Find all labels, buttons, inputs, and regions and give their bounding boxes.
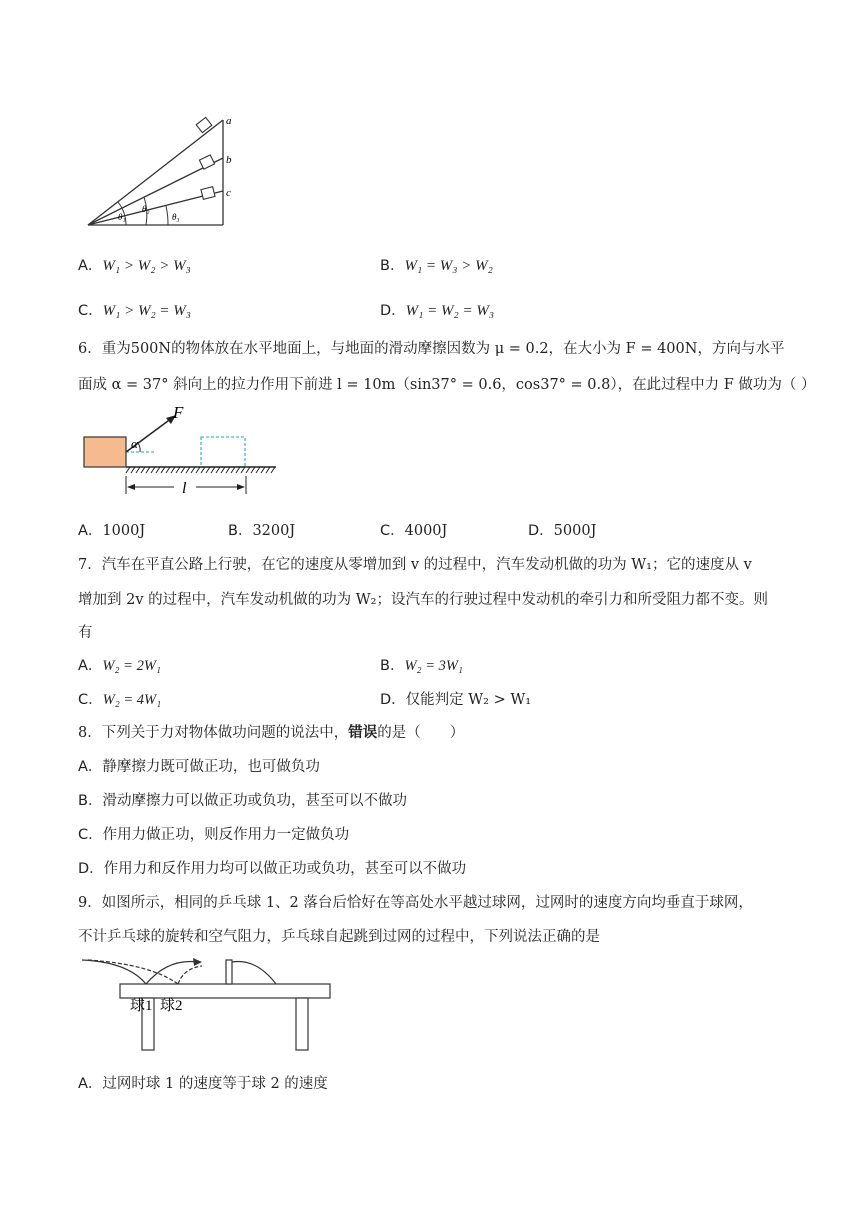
label-a: a (226, 115, 232, 127)
q7-stem-line2: 增加到 2v 的过程中，汽车发动机做的功为 W₂；设汽车的行驶过程中发动机的牵引力和所受阻力都不变。则 (78, 592, 768, 608)
q8-option-a[interactable]: A．静摩擦力既可做正功，也可做负功 (78, 759, 320, 775)
force-figure (78, 404, 288, 499)
incline-figure (80, 108, 250, 233)
q6-stem-line2: 面成 α = 37° 斜向上的拉力作用下前进 l = 10m（sin37° = 0.6，cos37° = 0.8），在此过程中力 F 做功为（ ） (78, 377, 816, 393)
block-c (201, 187, 215, 200)
q7-stem-line1: 7．汽车在平直公路上行驶，在它的速度从零增加到 v 的过程中，汽车发动机做的功为 W₁；它的速度从 v (78, 557, 752, 573)
q8-option-b[interactable]: B．滑动摩擦力可以做正功或负功，甚至可以不做功 (78, 793, 407, 809)
block-b (199, 155, 214, 169)
q5-option-c[interactable]: C．W₁ > W₂ = W₃ (78, 303, 191, 319)
q5-option-b[interactable]: B．W₁ = W₃ > W₂ (380, 258, 493, 274)
label-force: F (173, 404, 184, 422)
label-theta3: θ₃ (172, 212, 180, 222)
q7-option-a[interactable]: A．W₂ = 2W₁ (78, 658, 161, 674)
orange-block (84, 437, 126, 467)
q7-option-d[interactable]: D．仅能判定 W₂ > W₁ (380, 692, 532, 708)
label-theta1: θ₁ (118, 212, 126, 222)
q7-option-b[interactable]: B．W₂ = 3W₁ (380, 658, 463, 674)
q6-option-b[interactable]: B．3200J (228, 523, 296, 539)
q7-stem-line3: 有 (78, 625, 93, 641)
q9-stem-line2: 不计乒乓球的旋转和空气阻力，乒乓球自起跳到过网的过程中，下列说法正确的是 (78, 929, 600, 945)
q8-emphasis: 错误 (348, 724, 378, 741)
label-alpha: α (131, 436, 138, 451)
label-distance: l (182, 480, 187, 497)
q6-option-d[interactable]: D．5000J (528, 523, 597, 539)
q7-option-c[interactable]: C．W₂ = 4W₁ (78, 692, 162, 708)
table-tennis-figure (80, 954, 335, 1054)
label-ball1: 球1 (130, 998, 153, 1014)
q5-option-a[interactable]: A．W₁ > W₂ > W₃ (78, 258, 191, 274)
label-c: c (226, 187, 231, 199)
net (226, 960, 232, 984)
q6-option-c[interactable]: C．4000J (380, 523, 448, 539)
label-theta2: θ₂ (142, 204, 150, 214)
q8-stem: 8．下列关于力对物体做功问题的说法中，错误的是（ ） (78, 724, 465, 741)
q8-option-c[interactable]: C．作用力做正功，则反作用力一定做负功 (78, 827, 350, 843)
q6-option-a[interactable]: A．1000J (78, 523, 146, 539)
label-b: b (226, 154, 232, 166)
dashed-block (201, 437, 245, 467)
q9-option-a[interactable]: A．过网时球 1 的速度等于球 2 的速度 (78, 1076, 328, 1092)
q8-option-d[interactable]: D．作用力和反作用力均可以做正功或负功，甚至可以不做功 (78, 861, 467, 877)
q5-option-d[interactable]: D．W₁ = W₂ = W₃ (380, 303, 495, 319)
q9-stem-line1: 9．如图所示，相同的乒乓球 1、2 落台后恰好在等高处水平越过球网，过网时的速度方向均垂直于球网， (78, 895, 753, 911)
q6-stem-line1: 6．重为500N的物体放在水平地面上，与地面的滑动摩擦因数为 μ = 0.2，在大小为 F = 400N，方向与水平 (78, 341, 785, 357)
label-ball2: 球2 (160, 998, 183, 1014)
